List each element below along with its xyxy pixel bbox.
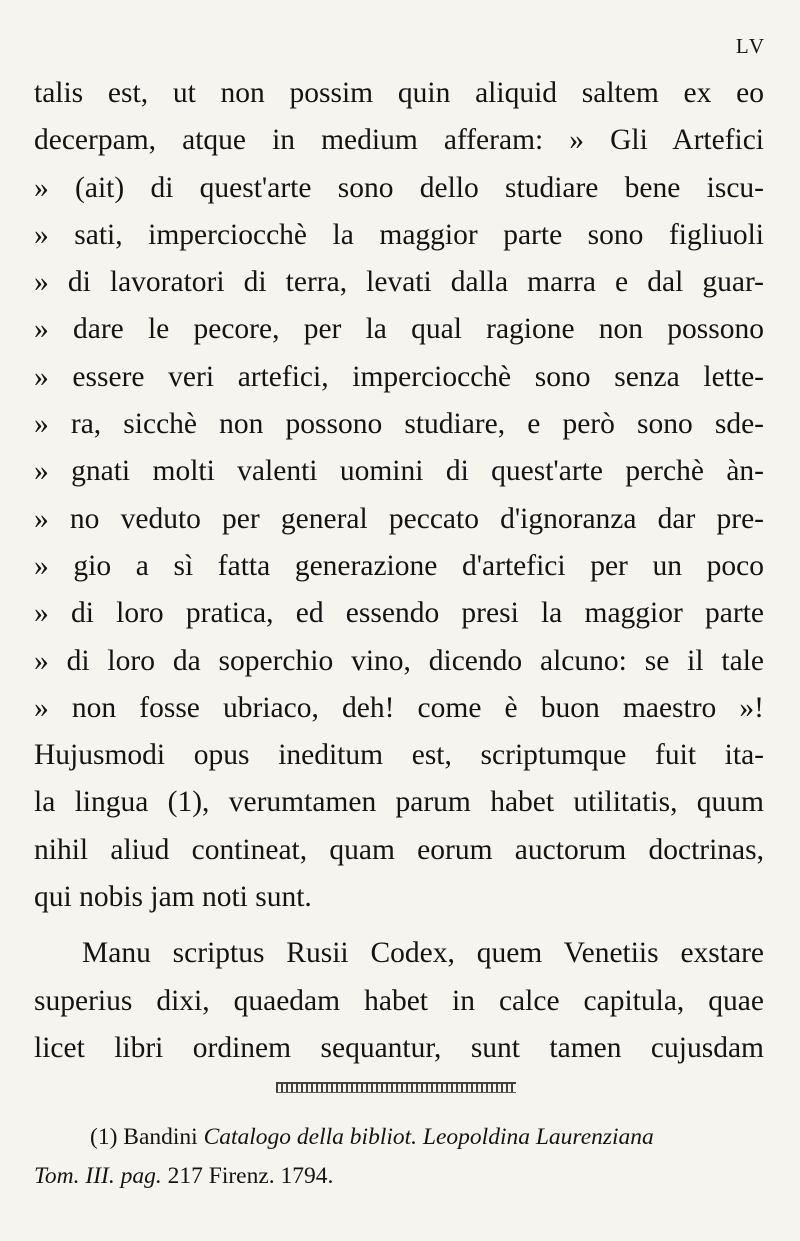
text-line: » dare le pecore, per la qual ragione non possono	[34, 313, 764, 346]
text-line: » gnati molti valenti uomini di quest'arte perchè àn-	[34, 455, 764, 488]
footnote	[34, 1118, 764, 1196]
footnote-line	[34, 1157, 764, 1196]
text-line: » no veduto per general peccato d'ignoranza dar pre-	[34, 502, 764, 535]
text-line: » (ait) di quest'arte sono dello studiare bene iscu-	[34, 171, 764, 204]
footnote-ornament-rule	[276, 1082, 516, 1093]
text-line: » essere veri artefici, imperciocchè sono senza lette-	[34, 360, 764, 393]
page-number: LV	[735, 34, 766, 58]
text-line: la lingua (1), verumtamen parum habet utilitatis, quum	[34, 786, 764, 819]
text-line: superius dixi, quaedam habet in calce capitula, quae	[34, 984, 764, 1017]
footnote-marker: (1) Bandini	[90, 1124, 198, 1150]
text-line: » di loro pratica, ed essendo presi la maggior parte	[34, 597, 764, 630]
text-line: » di lavoratori di terra, levati dalla marra e dal guar-	[34, 266, 764, 299]
text-line: » gio a sì fatta generazione d'artefici per un poco	[34, 549, 764, 582]
text-line: » non fosse ubriaco, deh! come è buon maestro »!	[34, 691, 764, 724]
footnote-volume: Tom. III. pag.	[34, 1163, 162, 1189]
text-line: » di loro da soperchio vino, dicendo alcuno: se il tale	[34, 644, 764, 677]
text-line: Hujusmodi opus ineditum est, scriptumque fuit ita-	[34, 739, 764, 772]
footnote-line	[34, 1118, 764, 1157]
text-line: Manu scriptus Rusii Codex, quem Venetiis exstare	[82, 937, 764, 970]
footnote-location: 217 Firenz. 1794.	[167, 1163, 334, 1189]
text-line: qui nobis jam noti sunt.	[34, 881, 312, 914]
text-line: nihil aliud contineat, quam eorum auctorum doctrinas,	[34, 833, 764, 866]
footnote-title: Catalogo della bibliot. Leopoldina Laurenziana	[203, 1124, 654, 1150]
text-line: decerpam, atque in medium afferam: » Gli Artefici	[34, 124, 764, 157]
paragraph-2	[34, 930, 764, 1072]
body-text	[34, 70, 764, 1072]
text-line: » ra, sicchè non possono studiare, e però sono sde-	[34, 408, 764, 441]
paragraph-1	[34, 70, 764, 921]
paragraph-gap	[34, 921, 764, 930]
text-line: licet libri ordinem sequantur, sunt tamen cujusdam	[34, 1031, 764, 1064]
text-line: talis est, ut non possim quin aliquid saltem ex eo	[34, 77, 764, 109]
text-line: » sati, imperciocchè la maggior parte sono figliuoli	[34, 218, 764, 251]
